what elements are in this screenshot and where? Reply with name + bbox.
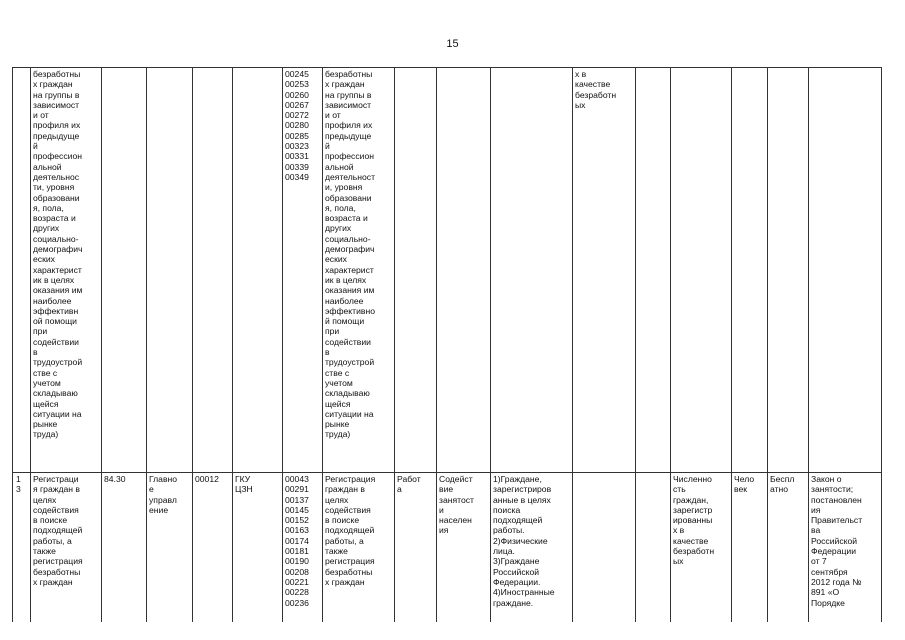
cell-type [394, 68, 436, 69]
table-row [0, 473, 905, 622]
cell-service-name-2: безработны х граждан на группы в зависимост и от профиля их предыдуще й профессион альной деятельност и, уровня образовани я, пола, возраста и других социально- демографич еских характерист ик в целях оказания им наиболее эффективно й помощи при содействии в трудоустрой стве с учетом складываю щейся ситуации на рынке труда) [325, 69, 376, 440]
cell-unit [731, 68, 767, 69]
cell-okved [101, 68, 146, 69]
cell-agency [232, 68, 282, 69]
cell-okved: 84.30 [104, 474, 126, 484]
cell-col14 [635, 68, 670, 69]
cell-authority: Главно е управл ение [149, 474, 178, 515]
cell-service-name: безработны х граждан на группы в зависимост и от профиля их предыдуще й профессион альной деятельнос ти, уровня образовани я, пола, возраста и других социально- демографич еских характерист ик в целях оказания им наиболее эффективн ой помощи при содействии в трудоустрой стве с учетом складываю щейся ситуации на рынке труда) [33, 69, 83, 440]
cell-col12 [572, 473, 635, 474]
cell-codes: 00043 00291 00137 00145 00152 00163 00174 00181 00190 00208 00221 00228 00236 [285, 474, 309, 608]
cell-code [192, 68, 232, 69]
cell-law: Закон о занятости; постановлен ия Правительст ва Российской Федерации от 7 сентября 2012 года № 891 «О Порядке [811, 474, 863, 608]
cell-type: Работ а [397, 474, 421, 495]
cell-num: 1 3 [16, 474, 21, 495]
cell-num [12, 68, 30, 69]
cell-field [436, 68, 490, 69]
cell-field: Содейст вие занятост и населен ия [439, 474, 474, 536]
cell-authority [146, 68, 192, 69]
cell-code: 00012 [195, 474, 219, 484]
cell-indicator: Численно сть граждан, зарегистр ированны х в качестве безработн ых [673, 474, 715, 567]
cell-law [808, 68, 881, 69]
cell-agency: ГКУ ЦЗН [235, 474, 253, 495]
cell-service-name: Регистраци я граждан в целях содействия в поиске подходящей работы, а также регистрация безработны х граждан [33, 474, 83, 587]
table-row [0, 68, 905, 472]
cell-consumers: 1)Граждане, зарегистриров анные в целях поиска подходящей работы. 2)Физические лица. 3)Граждане Российской Федерации. 4)Иностранные граждане. [493, 474, 555, 608]
cell-col13: х в качестве безработн ых [575, 69, 617, 110]
cell-consumers [490, 68, 572, 69]
cell-cost [767, 68, 808, 69]
cell-unit: Чело век [734, 474, 755, 495]
cell-service-name-2: Регистрация граждан в целях содействия в поиске подходящей работы, а также регистрация безработны х граждан [325, 474, 376, 587]
cell-codes: 00245 00253 00260 00267 00272 00280 00285 00323 00331 00339 00349 [285, 69, 309, 182]
cell-col14 [635, 473, 670, 474]
page-number: 15 [446, 38, 459, 50]
cell-indicator [670, 68, 731, 69]
cell-cost: Беспл атно [770, 474, 795, 495]
